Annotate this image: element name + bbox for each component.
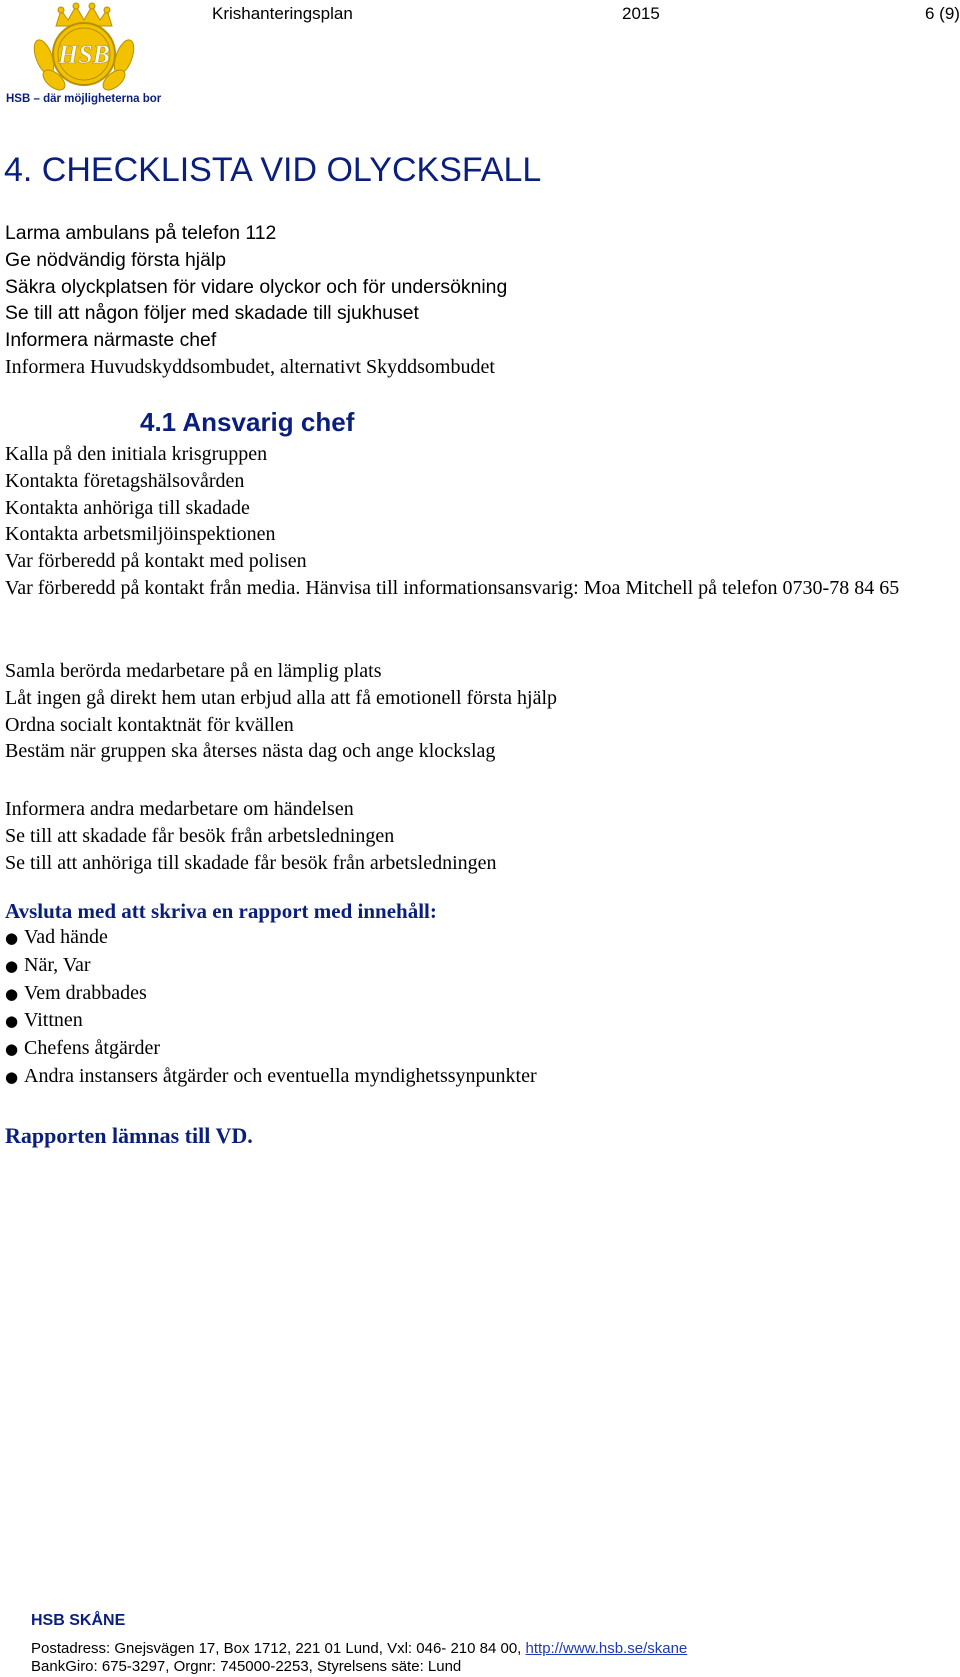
- bullet-item: ● Vem drabbades: [5, 980, 955, 1008]
- information-list: [5, 796, 955, 876]
- footer-organization: HSB SKÅNE: [31, 1612, 126, 1629]
- checklist-item: Se till att anhöriga till skadade får besök från arbetsledningen: [5, 851, 497, 874]
- checklist-item: Kontakta arbetsmiljöinspektionen: [5, 523, 276, 546]
- header-page-number: 6 (9): [925, 4, 960, 23]
- logo-monogram: HSB: [57, 40, 111, 69]
- accident-checklist: [5, 220, 955, 381]
- checklist-item: Bestäm när gruppen ska återses nästa dag och ange klockslag: [5, 740, 496, 763]
- bullet-item: ● När, Var: [5, 952, 955, 980]
- footer-address: [31, 1640, 687, 1658]
- header-document-title: Krishanteringsplan: [212, 4, 353, 23]
- bullet-item: ● Vad hände: [5, 924, 955, 952]
- bullet-item: ● Chefens åtgärder: [5, 1035, 955, 1063]
- header-year: 2015: [622, 4, 660, 23]
- staff-gathering-list: [5, 658, 955, 765]
- footer-website-link[interactable]: http://www.hsb.se/skane: [525, 1640, 688, 1657]
- checklist-item: Var förberedd på kontakt från media. Hänvisa till informationsansvarig: Moa Mitchell på telefon 0730-78 84 65: [5, 576, 900, 599]
- checklist-item: Ordna socialt kontaktnät för kvällen: [5, 713, 294, 736]
- manager-checklist: [5, 441, 955, 602]
- checklist-item: Se till att någon följer med skadade till sjukhuset: [5, 302, 419, 325]
- report-heading: Avsluta med att skriva en rapport med innehåll:: [5, 899, 437, 923]
- checklist-item: Kalla på den initiala krisgruppen: [5, 443, 268, 465]
- checklist-item: Larma ambulans på telefon 112: [5, 222, 277, 244]
- section-heading: 4. CHECKLISTA VID OLYCKSFALL: [4, 151, 542, 189]
- subsection-heading: 4.1 Ansvarig chef: [140, 407, 355, 437]
- hsb-logo-emblem: [4, 2, 164, 112]
- checklist-item: Informera Huvudskyddsombudet, alternativt Skyddsombudet: [5, 355, 495, 378]
- checklist-item: Säkra olyckplatsen för vidare olyckor och för undersökning: [5, 275, 508, 298]
- hsb-logo: [4, 2, 164, 112]
- checklist-item: Kontakta företagshälsovården: [5, 469, 245, 492]
- checklist-item: Informera närmaste chef: [5, 329, 217, 352]
- footer-address-text: Postadress: Gnejsvägen 17, Box 1712, 221 01 Lund, Vxl: 046- 210 84 00,: [31, 1640, 526, 1657]
- logo-tagline: HSB – där möjligheterna bor: [6, 93, 162, 105]
- checklist-item: Ge nödvändig första hjälp: [5, 248, 226, 271]
- checklist-item: Samla berörda medarbetare på en lämplig plats: [5, 660, 382, 682]
- footer-bank-info: BankGiro: 675-3297, Orgnr: 745000-2253, Styrelsens säte: Lund: [31, 1658, 462, 1675]
- checklist-item: Var förberedd på kontakt med polisen: [5, 550, 307, 573]
- checklist-item: Kontakta anhöriga till skadade: [5, 496, 250, 519]
- report-contents-list: [5, 924, 955, 1091]
- bullet-item: ● Vittnen: [5, 1007, 955, 1035]
- checklist-item: Informera andra medarbetare om händelsen: [5, 798, 354, 820]
- final-note: Rapporten lämnas till VD.: [5, 1123, 253, 1148]
- checklist-item: Se till att skadade får besök från arbetsledningen: [5, 824, 395, 847]
- bullet-item: ● Andra instansers åtgärder och eventuella myndighetssynpunkter: [5, 1063, 955, 1091]
- checklist-item: Låt ingen gå direkt hem utan erbjud alla att få emotionell första hjälp: [5, 686, 558, 709]
